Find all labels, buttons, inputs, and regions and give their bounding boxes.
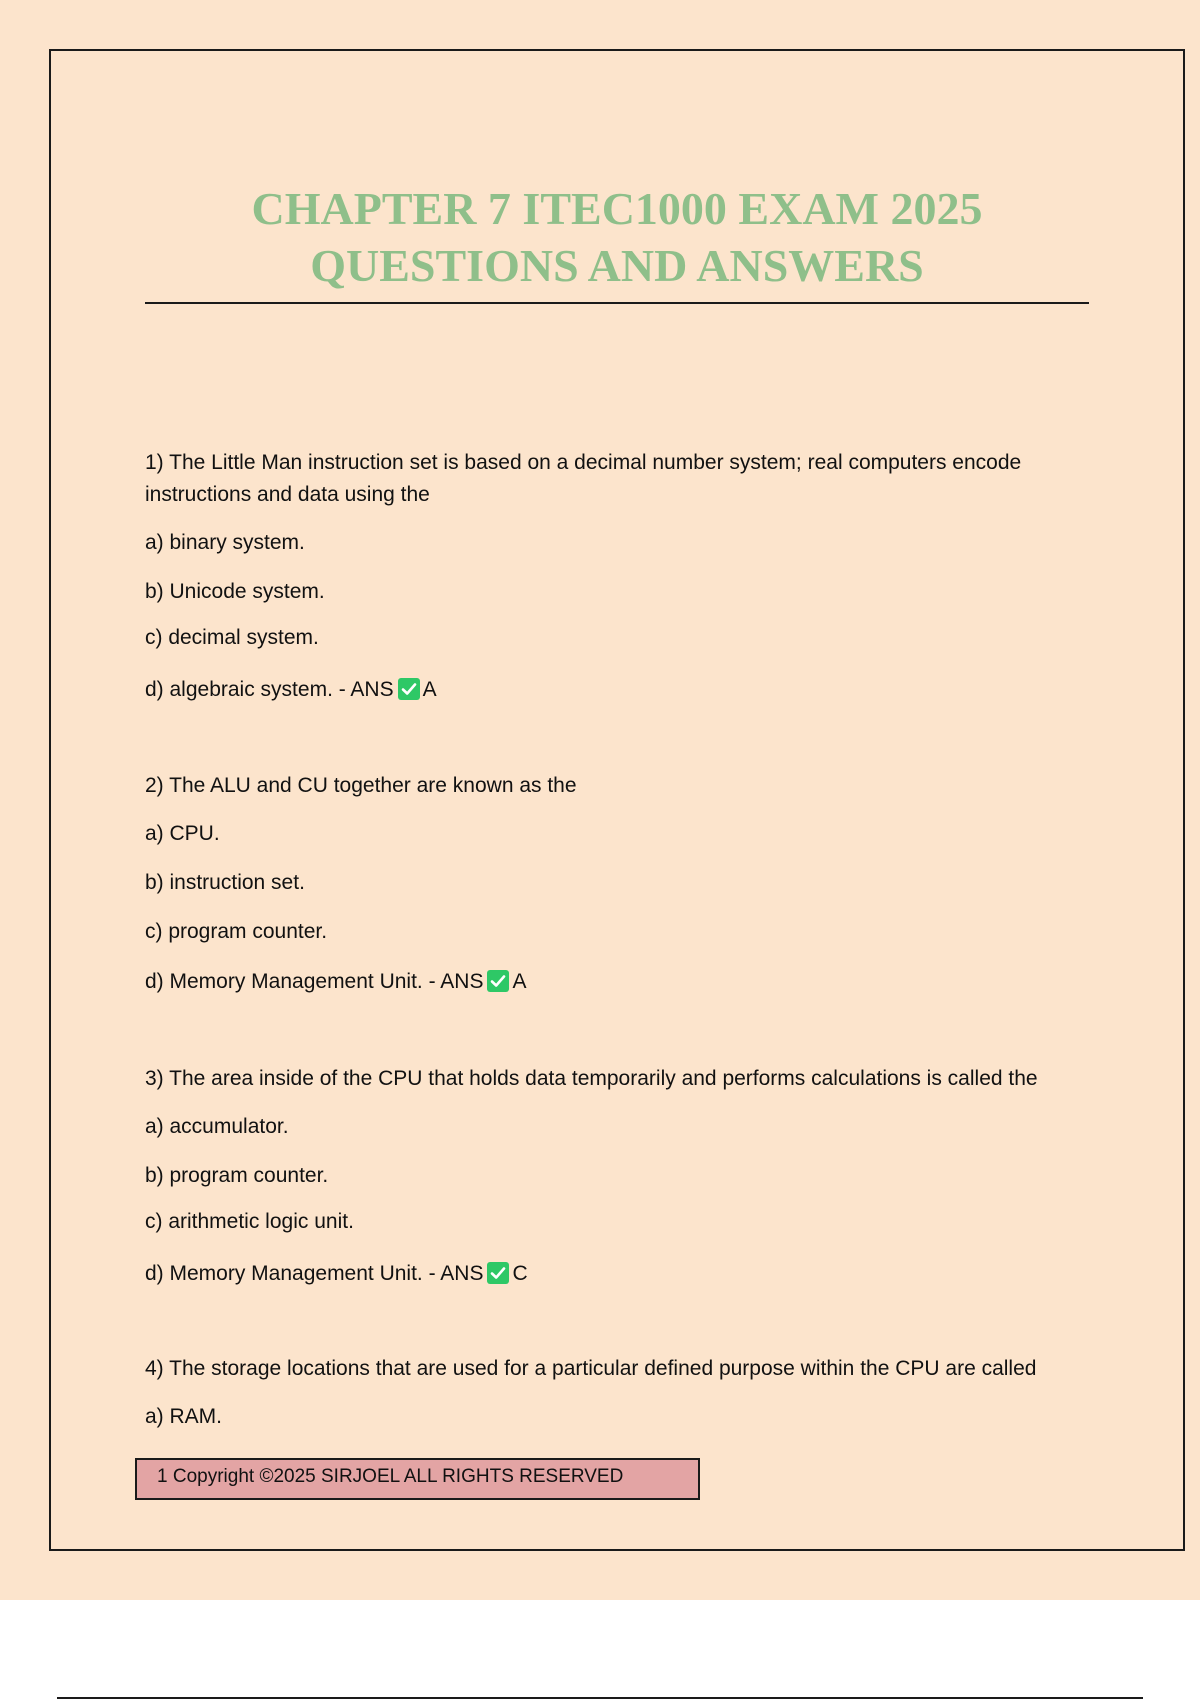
question-3-option-b: b) program counter. [145, 1164, 329, 1187]
next-page-rule [57, 1697, 1143, 1699]
question-1-option-d-text: d) algebraic system. - ANS [145, 678, 394, 701]
title-line-1: CHAPTER 7 ITEC1000 EXAM 2025 [251, 183, 983, 234]
question-1-option-a: a) binary system. [145, 531, 305, 554]
document-title [145, 180, 1089, 294]
question-2-option-d [145, 966, 526, 998]
question-4-stem: 4) The storage locations that are used for a particular defined purpose within the CPU are called [145, 1357, 1037, 1380]
question-2-option-a: a) CPU. [145, 822, 220, 845]
question-3-option-d [145, 1258, 528, 1290]
question-2-answer: A [512, 970, 527, 993]
question-1-stem-line-2: instructions and data using the [145, 483, 430, 506]
question-2-option-b: b) instruction set. [145, 871, 305, 894]
copyright-footer: 1 Copyright ©2025 SIRJOEL ALL RIGHTS RESERVED [135, 1458, 700, 1500]
question-1-option-b: b) Unicode system. [145, 580, 325, 603]
question-3-answer: C [512, 1262, 528, 1285]
title-line-2: QUESTIONS AND ANSWERS [310, 240, 924, 291]
check-mark-icon [487, 1262, 509, 1284]
question-3-stem: 3) The area inside of the CPU that holds data temporarily and performs calculations is called the [145, 1067, 1038, 1090]
question-3-option-a: a) accumulator. [145, 1115, 289, 1138]
title-underline [145, 302, 1089, 304]
question-1-answer: A [422, 678, 437, 701]
question-2-stem: 2) The ALU and CU together are known as the [145, 774, 577, 797]
question-1-option-c: c) decimal system. [145, 626, 319, 649]
question-2-option-d-text: d) Memory Management Unit. - ANS [145, 970, 484, 993]
question-4-option-a: a) RAM. [145, 1405, 223, 1428]
question-1-stem-line-1: 1) The Little Man instruction set is based on a decimal number system; real computers encode [145, 451, 1022, 474]
question-2-option-c: c) program counter. [145, 920, 328, 943]
question-1-option-d [145, 674, 437, 706]
check-mark-icon [398, 678, 420, 700]
question-3-option-d-text: d) Memory Management Unit. - ANS [145, 1262, 484, 1285]
check-mark-icon [487, 970, 509, 992]
question-3-option-c: c) arithmetic logic unit. [145, 1210, 354, 1233]
